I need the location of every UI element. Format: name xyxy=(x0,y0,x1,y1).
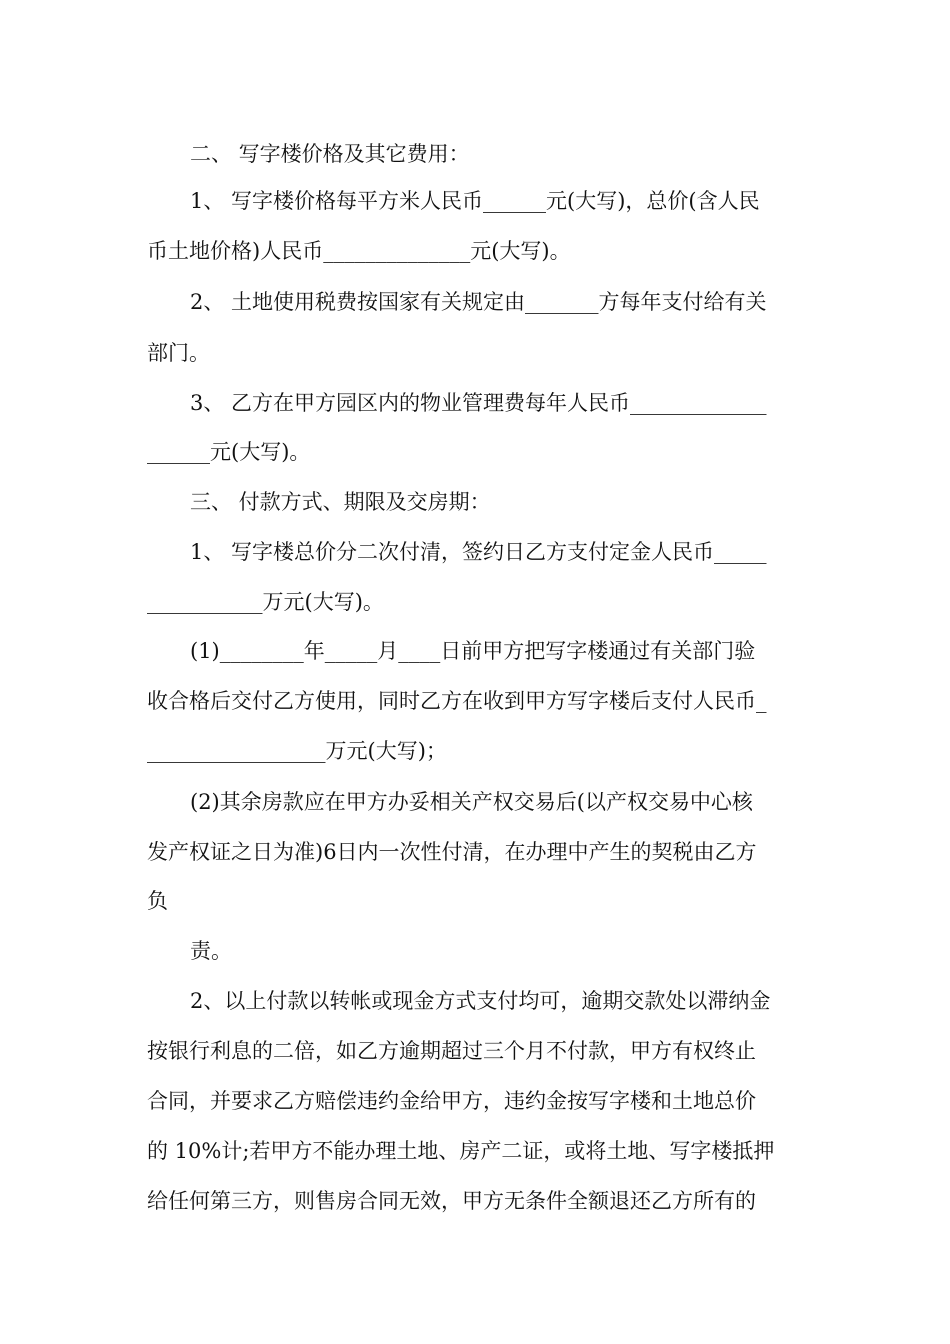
clause-1-price-line-1: 1、 写字楼价格每平方米人民币______元(大写)，总价(含人民 xyxy=(190,189,760,213)
payment-clause-1-line-1: 1、 写字楼总价分二次付清，签约日乙方支付定金人民币_____ xyxy=(190,540,767,564)
payment-clause-2-line-5: 给任何第三方，则售房合同无效，甲方无条件全额退还乙方所有的 xyxy=(147,1189,756,1213)
clause-2-land-tax-line-2: 部门。 xyxy=(147,341,210,365)
payment-clause-2-line-1: 2、以上付款以转帐或现金方式支付均可，逾期交款处以滞纳金 xyxy=(190,989,771,1013)
payment-clause-2-line-4: 的 10%计;若甲方不能办理土地、房产二证，或将土地、写字楼抵押 xyxy=(147,1139,775,1163)
clause-3-management-fee-line-1: 3、 乙方在甲方园区内的物业管理费每年人民币_____________ xyxy=(190,391,767,415)
section-heading-payment: 三、 付款方式、期限及交房期： xyxy=(190,490,491,514)
section-heading-price: 二、 写字楼价格及其它费用： xyxy=(190,142,470,166)
payment-item-2-line-2: 发产权证之日为准)6日内一次性付清，在办理中产生的契税由乙方 xyxy=(147,840,757,864)
payment-clause-2-line-3: 合同，并要求乙方赔偿违约金给甲方，违约金按写字楼和土地总价 xyxy=(147,1089,756,1113)
payment-clause-2-line-2: 按银行利息的二倍，如乙方逾期超过三个月不付款，甲方有权终止 xyxy=(147,1039,756,1063)
payment-item-1-line-3: _________________万元(大写)； xyxy=(147,739,447,763)
clause-1-price-line-2: 币土地价格)人民币______________元(大写)。 xyxy=(147,239,571,263)
payment-clause-1-line-2: ___________万元(大写)。 xyxy=(147,590,384,614)
payment-item-1-line-1: (1)________年_____月____日前甲方把写字楼通过有关部门验 xyxy=(190,639,756,663)
payment-item-2-line-1: (2)其余房款应在甲方办妥相关产权交易后(以产权交易中心核 xyxy=(190,790,753,814)
clause-2-land-tax-line-1: 2、 土地使用税费按国家有关规定由_______方每年支付给有关 xyxy=(190,290,767,314)
payment-item-1-line-2: 收合格后交付乙方使用，同时乙方在收到甲方写字楼后支付人民币_ xyxy=(147,689,767,713)
clause-3-management-fee-line-2: ______元(大写)。 xyxy=(147,440,311,464)
payment-item-2-line-3: 负 xyxy=(147,889,168,913)
payment-item-2-line-4: 责。 xyxy=(190,939,232,963)
